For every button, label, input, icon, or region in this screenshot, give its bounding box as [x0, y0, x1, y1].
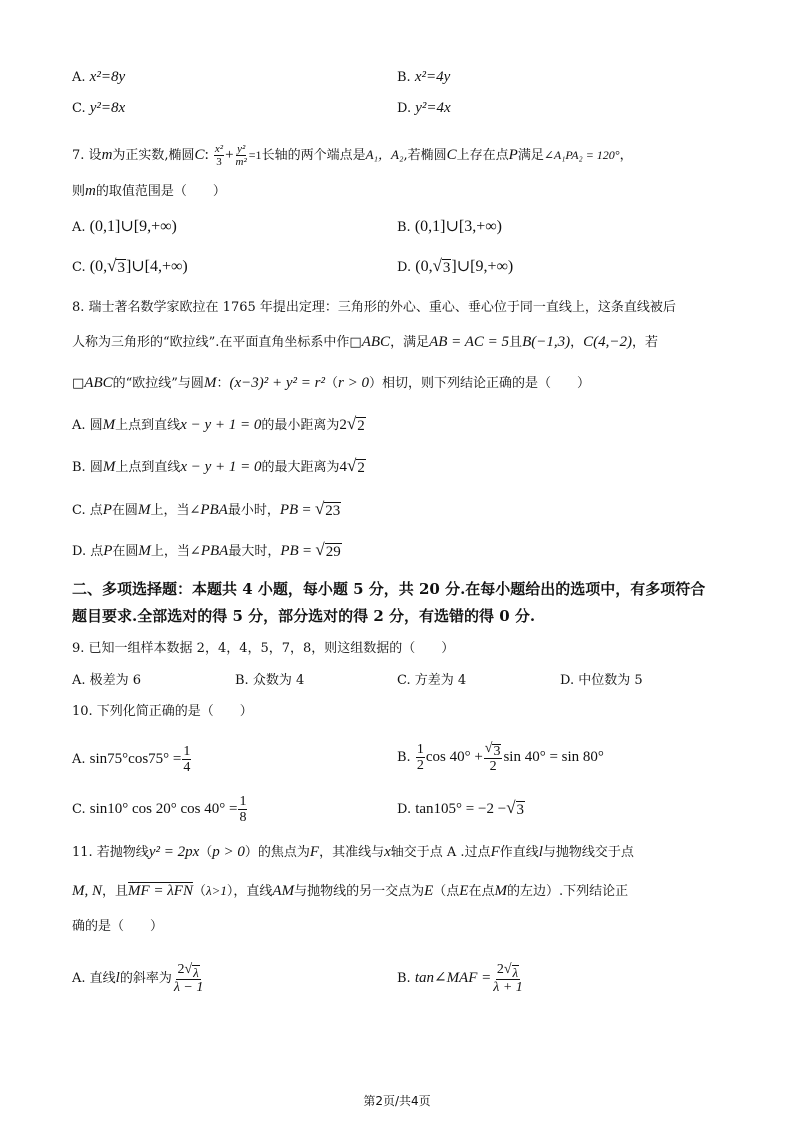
q11-option-b: B. tan∠MAF = 2 √ λ λ + 1 [397, 962, 523, 995]
q8-option-d: D. 点P在圆M上，当∠PBA最大时，PB = √ 29 [72, 540, 341, 560]
fraction: $\frac{1}{4}$ [183, 744, 191, 775]
sqrt-symbol: √ 3 [506, 798, 525, 818]
section2-heading-line1: 二、多项选择题：本题共 4 小题，每小题 5 分，共 20 分.在每小题给出的选项中，有多项符合 [72, 580, 706, 598]
fraction: $\frac{1}{8}$ [239, 794, 247, 825]
q9-option-b: B. 众数为 4 [235, 673, 305, 688]
fraction: √ 3 2 [484, 741, 501, 774]
q8-option-a: A. 圆M上点到直线x − y + 1 = 0的最小距离为2 √ 2 [72, 414, 365, 434]
q8-stem-line3: □ABC的“欧拉线”与圆M：(x−3)² + y² = r²（r > 0）相切，则下列结论正确的是（ ） [72, 375, 590, 391]
fraction: $\frac{1}{2}$ [416, 742, 424, 773]
q7-frac2: $\frac{\text{y²}}{\text{m²}}$ [235, 143, 247, 168]
q10-option-d: D. tan105° = −2 − √ 3 [397, 798, 525, 818]
sqrt-symbol: √ 3 [432, 256, 451, 276]
q7-frac1: $\frac{\text{x²}}{3}$ [214, 143, 224, 168]
q8-option-c: C. 点P在圆M上，当∠PBA最小时，PB = √ 23 [72, 499, 341, 519]
q7-stem-line2: 则m的取值范围是（ ） [72, 183, 226, 199]
q10-option-a: A. sin75°cos75° = $\frac{1}{4}$ [72, 744, 191, 775]
q7-option-b: B. (0,1]∪[3,+∞) [397, 218, 502, 235]
q7-stem-line1: 7. 设m为正实数,椭圆C: $\frac{\text{x²}}{3}$ + $\frac{\text{y²}}{\text{m²}}$ =1长轴的两个端点是A₁，A₂,若椭圆C上存在点P满足∠A₁PA₂ = 120°， [72, 143, 633, 168]
q11-stem-line2: M, N，且MF = λFN（λ>1），直线AM与抛物线的另一交点为E（点E在点M的左边）.下列结论正 [72, 883, 629, 899]
q7-option-a: A. (0,1]∪[9,+∞) [72, 218, 177, 235]
q8-option-b: B. 圆M上点到直线x − y + 1 = 0的最大距离为4 √ 2 [72, 456, 365, 476]
q11-stem-line3: 确的是（ ） [72, 919, 164, 934]
section2-heading-line2: 题目要求.全部选对的得 5 分，部分选对的得 2 分，有选错的得 0 分. [72, 607, 536, 625]
q9-option-c: C. 方差为 4 [397, 673, 467, 688]
q10-option-c: C. sin10° cos 20° cos 40° = $\frac{1}{8}$ [72, 794, 247, 825]
q8-stem-line2: 人称为三角形的“欧拉线”.在平面直角坐标系中作□ABC，满足AB = AC = 5且B(−1,3)，C(4,−2)，若 [72, 334, 658, 350]
sqrt-symbol: √ 2 [346, 414, 365, 434]
q7-option-d: D. (0, √ 3 ]∪[9,+∞) [397, 256, 514, 276]
q9-stem: 9. 已知一组样本数据 2，4，4，5，7，8，则这组数据的（ ） [72, 641, 455, 656]
q10-option-b: B. $\frac{1}{2}$ cos 40° + √ 3 2 sin 40° = sin 80° [397, 741, 604, 774]
q7-option-c: C. (0, √ 3 ]∪[4,+∞) [72, 256, 188, 276]
q9-option-d: D. 中位数为 5 [560, 673, 643, 688]
page-footer: 第2页/共4页 [363, 1094, 431, 1108]
fraction: 2 √ λ λ + 1 [493, 962, 523, 995]
q11-stem-line1: 11. 若抛物线y² = 2px（p > 0）的焦点为F，其准线与x轴交于点 A .过点F作直线l与抛物线交于点 [72, 844, 634, 860]
sqrt-symbol: √ 29 [315, 540, 341, 560]
q11-option-a: A. 直线l的斜率为 2 √ λ λ − 1 [72, 962, 204, 995]
q10-stem: 10. 下列化简正确的是（ ） [72, 704, 253, 719]
fraction: 2 √ λ λ − 1 [173, 962, 204, 995]
sqrt-symbol: √ 3 [484, 741, 501, 759]
sqrt-symbol: √ λ [184, 962, 199, 980]
q6-option-b: B. x²=4y [397, 69, 451, 85]
q6-option-c: C. y²=8x [72, 100, 126, 116]
sqrt-symbol: √ λ [503, 962, 519, 980]
q6-option-d: D. y²=4x [397, 100, 451, 116]
sqrt-symbol: √ 3 [107, 256, 125, 276]
q9-option-a: A. 极差为 6 [72, 673, 142, 688]
q6-option-a: A. x²=8y [72, 69, 126, 85]
sqrt-symbol: √ 2 [347, 456, 365, 476]
sqrt-symbol: √ 23 [314, 499, 341, 519]
q8-stem-line1: 8. 瑞士著名数学家欧拉在 1765 年提出定理：三角形的外心、重心、垂心位于同一直线上，这条直线被后 [72, 300, 676, 315]
